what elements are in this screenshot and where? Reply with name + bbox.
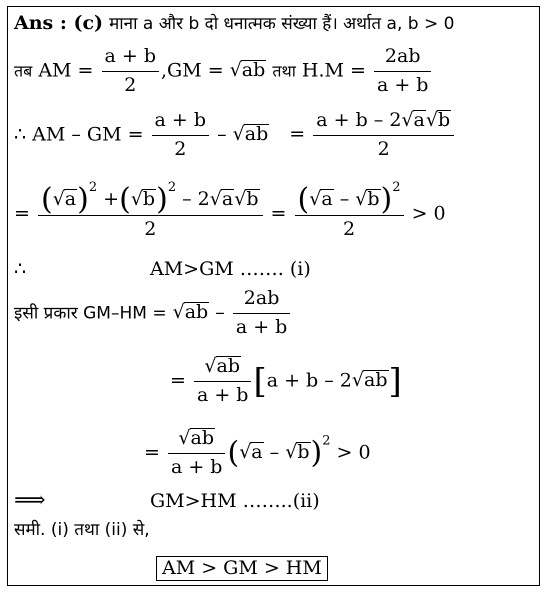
implies-arrow-icon: ⟹ [14,488,46,513]
equals-sign: = [170,369,186,392]
am-fraction [152,110,210,161]
radicand: ab [190,427,215,449]
from-equations-text: समी. (i) तथा (ii) से, [14,520,150,540]
answer-intro-text: माना a और b दो धनात्मक संख्या हैं। अर्थात a, b > 0 [109,14,455,34]
exponent: 2 [392,180,401,195]
left-paren: ( [297,182,310,217]
minus-sign: – [215,301,225,324]
equals-sign: = [270,202,287,225]
radicand: ab [216,355,241,377]
am-label: AM = [38,59,94,82]
minus-sign: – [269,441,280,464]
am-gt-gm-result: AM>GM ……. (i) [150,258,311,280]
radicand: ab [184,301,209,324]
exponent: 2 [322,433,331,449]
radicand: a [221,188,234,210]
am-minus-gm-line [14,110,456,161]
sqrt-sign: √ [209,188,222,210]
sqrt-sign: √ [285,441,298,464]
numerator [194,356,252,382]
sqrt-sign: √ [309,188,322,210]
exponent: 2 [88,180,98,195]
greater-than-zero: > 0 [411,202,446,225]
sqrt-sign: √ [234,188,247,210]
radicand: ab [364,369,388,392]
left-bracket: [ [253,361,267,402]
right-paren: ) [77,182,89,217]
denominator: a + b [170,455,223,478]
final-result-box: AM > GM > HM [156,556,328,581]
combined-fraction [313,110,454,161]
gm-gt-hm-result: GM>HM ……..(ii) [150,490,320,512]
equals-sign: = [144,441,160,464]
radicand: b [142,188,156,210]
gm-hm-step-1 [170,356,402,407]
tatha-word: तथा [272,61,296,81]
left-paren: ( [119,182,131,217]
denominator: 2 [144,218,157,240]
square-fraction [295,180,404,241]
plus-sign: + [103,188,120,210]
radicand: a [64,188,77,210]
similarly-label: इसी प्रकार GM–HM = [14,303,167,324]
sqrt-sign: √ [425,109,438,131]
sqrt-sign: √ [351,369,365,392]
denominator: a + b [235,315,288,338]
sqrt-sign: √ [355,188,368,210]
sqrt-sign: √ [239,441,252,464]
square-expansion-line [14,180,446,241]
right-paren: ) [310,435,323,471]
answer-label: Ans : (c) [14,12,104,34]
answer-heading [14,14,454,33]
hm-fraction [374,46,432,97]
right-paren: ) [156,182,168,217]
expansion-fraction [38,180,263,241]
sqrt-ab-fraction [168,428,226,479]
denominator: a + b [196,383,249,406]
am-denominator: 2 [124,73,137,96]
hm-fraction [233,288,291,339]
numerator: a + b [152,110,210,136]
sqrt-sign: √ [130,188,143,210]
radicand: b [367,188,380,210]
numerator [313,110,454,136]
numerator [168,428,226,454]
gm-radicand: ab [241,59,266,82]
am-gm-label: AM – GM = [32,123,144,146]
sqrt-sign: √ [204,355,217,377]
final-result [156,556,328,581]
sqrt-sign: √ [52,188,65,210]
denominator: 2 [342,218,356,240]
sqrt-sign: √ [401,109,414,131]
radicand: ab [244,123,269,146]
am-gt-gm-line [14,260,26,279]
numerator [295,180,404,217]
radicand: b [246,188,259,210]
radicand: b [297,441,310,464]
right-bracket: ] [388,361,402,402]
hm-label: H.M = [301,59,366,82]
right-paren: ) [380,182,393,217]
gm-label: ,GM = [161,59,224,82]
therefore-symbol: ∴ [14,123,27,146]
numerator [38,180,263,217]
am-fraction [102,46,160,97]
sqrt-sign: √ [172,301,185,324]
means-definition-line [14,46,433,97]
left-paren: ( [40,182,53,217]
hm-numerator: 2ab [374,46,432,72]
radicand: b [437,109,451,131]
equals-sign: = [289,123,306,146]
denominator: 2 [174,137,187,160]
minus-sign: – [339,188,350,210]
hm-denominator: a + b [376,73,429,96]
radicand: a [413,109,425,131]
numerator-text: a + b – 2 [316,109,402,131]
am-numerator: a + b [102,46,160,72]
gm-hm-step-2 [144,428,371,479]
sqrt-sign: √ [178,427,191,449]
radicand: a [321,188,333,210]
radicand: a [251,441,263,464]
equals-sign: = [14,202,30,225]
gm-minus-hm-line [14,288,292,339]
denominator: 2 [377,137,390,160]
sqrt-sign: √ [229,59,242,82]
minus-term: – 2 [182,188,210,210]
therefore-symbol: ∴ [14,258,27,280]
sqrt-ab-fraction [194,356,252,407]
tab-word: तब [14,61,33,81]
sqrt-sign: √ [232,123,245,146]
exponent: 2 [167,180,177,195]
greater-than-zero: > 0 [336,441,371,464]
minus-sign: – [217,123,227,146]
numerator: 2ab [233,288,291,314]
implies-line [14,490,46,512]
left-paren: ( [227,435,240,471]
bracket-inner: a + b – 2 [266,369,352,392]
